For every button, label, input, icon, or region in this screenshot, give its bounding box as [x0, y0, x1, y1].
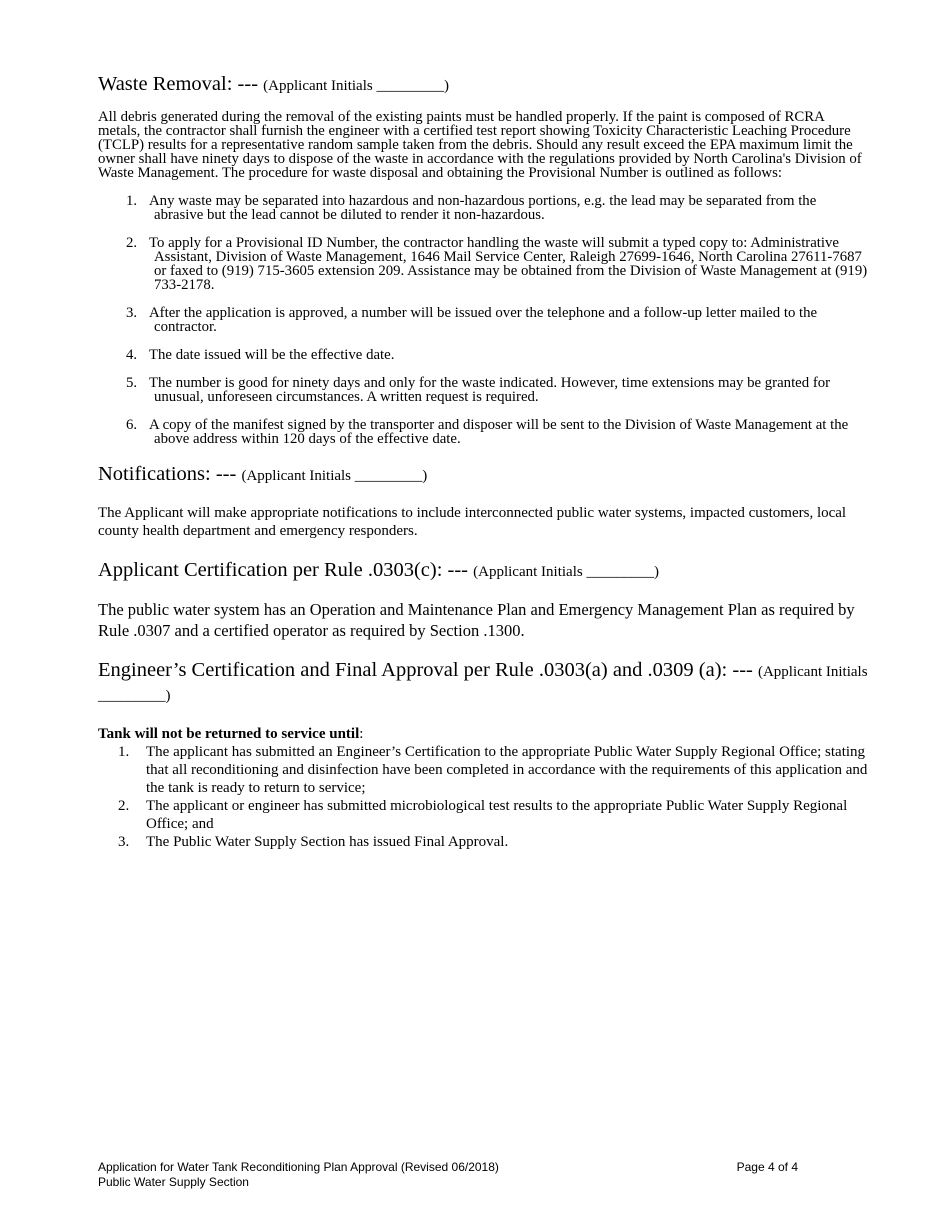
list-number: 6. [126, 417, 138, 433]
notifications-initials: (Applicant Initials _________) [241, 468, 428, 484]
list-item [98, 797, 868, 833]
list-text: The date issued will be the effective date. [149, 347, 395, 363]
list-item [98, 743, 868, 797]
list-text: The applicant or engineer has submitted microbiological test results to the appropriate Public Water Supply Regional Office; and [146, 798, 848, 832]
list-number: 3. [126, 305, 138, 321]
notifications-title: Notifications: --- [98, 463, 242, 485]
engineer-cert-title: Engineer’s Certification and Final Approval per Rule .0303(a) and .0309 (a): --- [98, 659, 758, 681]
list-number: 3. [118, 834, 130, 850]
tank-service-colon: : [359, 726, 364, 742]
list-text: The Public Water Supply Section has issued Final Approval. [146, 834, 509, 850]
engineer-cert-heading [98, 659, 868, 707]
footer-section-name: Public Water Supply Section [98, 1174, 249, 1189]
list-text: A copy of the manifest signed by the transporter and disposer will be sent to the Division of Waste Management at the above address within 120 days of the effective date. [149, 417, 849, 447]
waste-procedure-list [98, 194, 868, 446]
list-number: 1. [126, 193, 138, 209]
notifications-heading [98, 462, 868, 488]
list-text: Any waste may be separated into hazardous and non-hazardous portions, e.g. the lead may be separated from the abrasive but the lead cannot be diluted to render it non-hazardous. [149, 193, 817, 223]
list-item [98, 376, 868, 404]
notifications-body: The Applicant will make appropriate notifications to include interconnected public water systems, impacted customers, local county health department and emergency responders. [98, 505, 847, 539]
applicant-cert-body: The public water system has an Operation and Maintenance Plan and Emergency Management Plan as required by Rule .0307 and a certified operator as required by Section .1300. [98, 600, 855, 640]
list-item [98, 348, 868, 362]
waste-removal-heading [98, 72, 868, 98]
page-number: Page 4 of 4 [736, 1160, 798, 1174]
engineer-cert-initials: (Applicant Initials _________) [98, 664, 868, 704]
list-text: To apply for a Provisional ID Number, the contractor handling the waste will submit a typed copy to: Administrative Assistant, Division of Waste Management, 1646 Mail Service Center, Raleigh 27699-1646, North Carolina 27611-7687 or faxed to (919) 715-3605 extension 209. Assistance may be obtained from the Division of Waste Management at (919) 733-2178. [149, 235, 868, 293]
list-number: 5. [126, 375, 138, 391]
tank-conditions-list [98, 743, 868, 851]
list-text: The number is good for ninety days and only for the waste indicated. However, time extensions may be granted for unusual, unforeseen circumstances. A written request is required. [149, 375, 831, 405]
list-item [98, 833, 868, 851]
applicant-cert-heading [98, 558, 868, 584]
document-page [98, 70, 868, 851]
applicant-cert-initials: (Applicant Initials _________) [473, 564, 659, 580]
tank-service-label-text: Tank will not be returned to service until [98, 726, 360, 742]
list-item [98, 306, 868, 334]
list-number: 1. [118, 744, 130, 760]
list-text: After the application is approved, a number will be issued over the telephone and a follow-up letter mailed to the contractor. [149, 305, 818, 335]
list-number: 2. [118, 798, 130, 814]
tank-service-label [98, 725, 868, 743]
list-number: 2. [126, 235, 138, 251]
list-item [98, 194, 868, 222]
list-text: The applicant has submitted an Engineer’s Certification to the appropriate Public Water Supply Regional Office; stating that all reconditioning and disinfection have been completed in accordance with the requirements of this application and the tank is ready to return to service; [146, 744, 868, 796]
footer-form-title: Application for Water Tank Reconditioning Plan Approval (Revised 06/2018) [98, 1160, 499, 1174]
applicant-cert-title: Applicant Certification per Rule .0303(c): --- [98, 559, 474, 581]
page-footer [98, 1160, 798, 1189]
waste-removal-initials: (Applicant Initials _________) [263, 78, 449, 94]
waste-removal-title: Waste Removal: --- [98, 73, 264, 95]
list-number: 4. [126, 347, 138, 363]
waste-removal-intro: All debris generated during the removal of the existing paints must be handled properly. If the paint is composed of RCRA metals, the contractor shall furnish the engineer with a certified test report showing Toxicity Characteristic Leaching Procedure (TCLP) results for a representative random sample taken from the debris. Should any result exceed the EPA maximum limit the owner shall have ninety days to dispose of the waste in accordance with the regulations provided by North Carolina's Division of Waste Management. The procedure for waste disposal and obtaining the Provisional Number is outlined as follows: [98, 109, 862, 181]
list-item [98, 418, 868, 446]
list-item [98, 236, 868, 292]
